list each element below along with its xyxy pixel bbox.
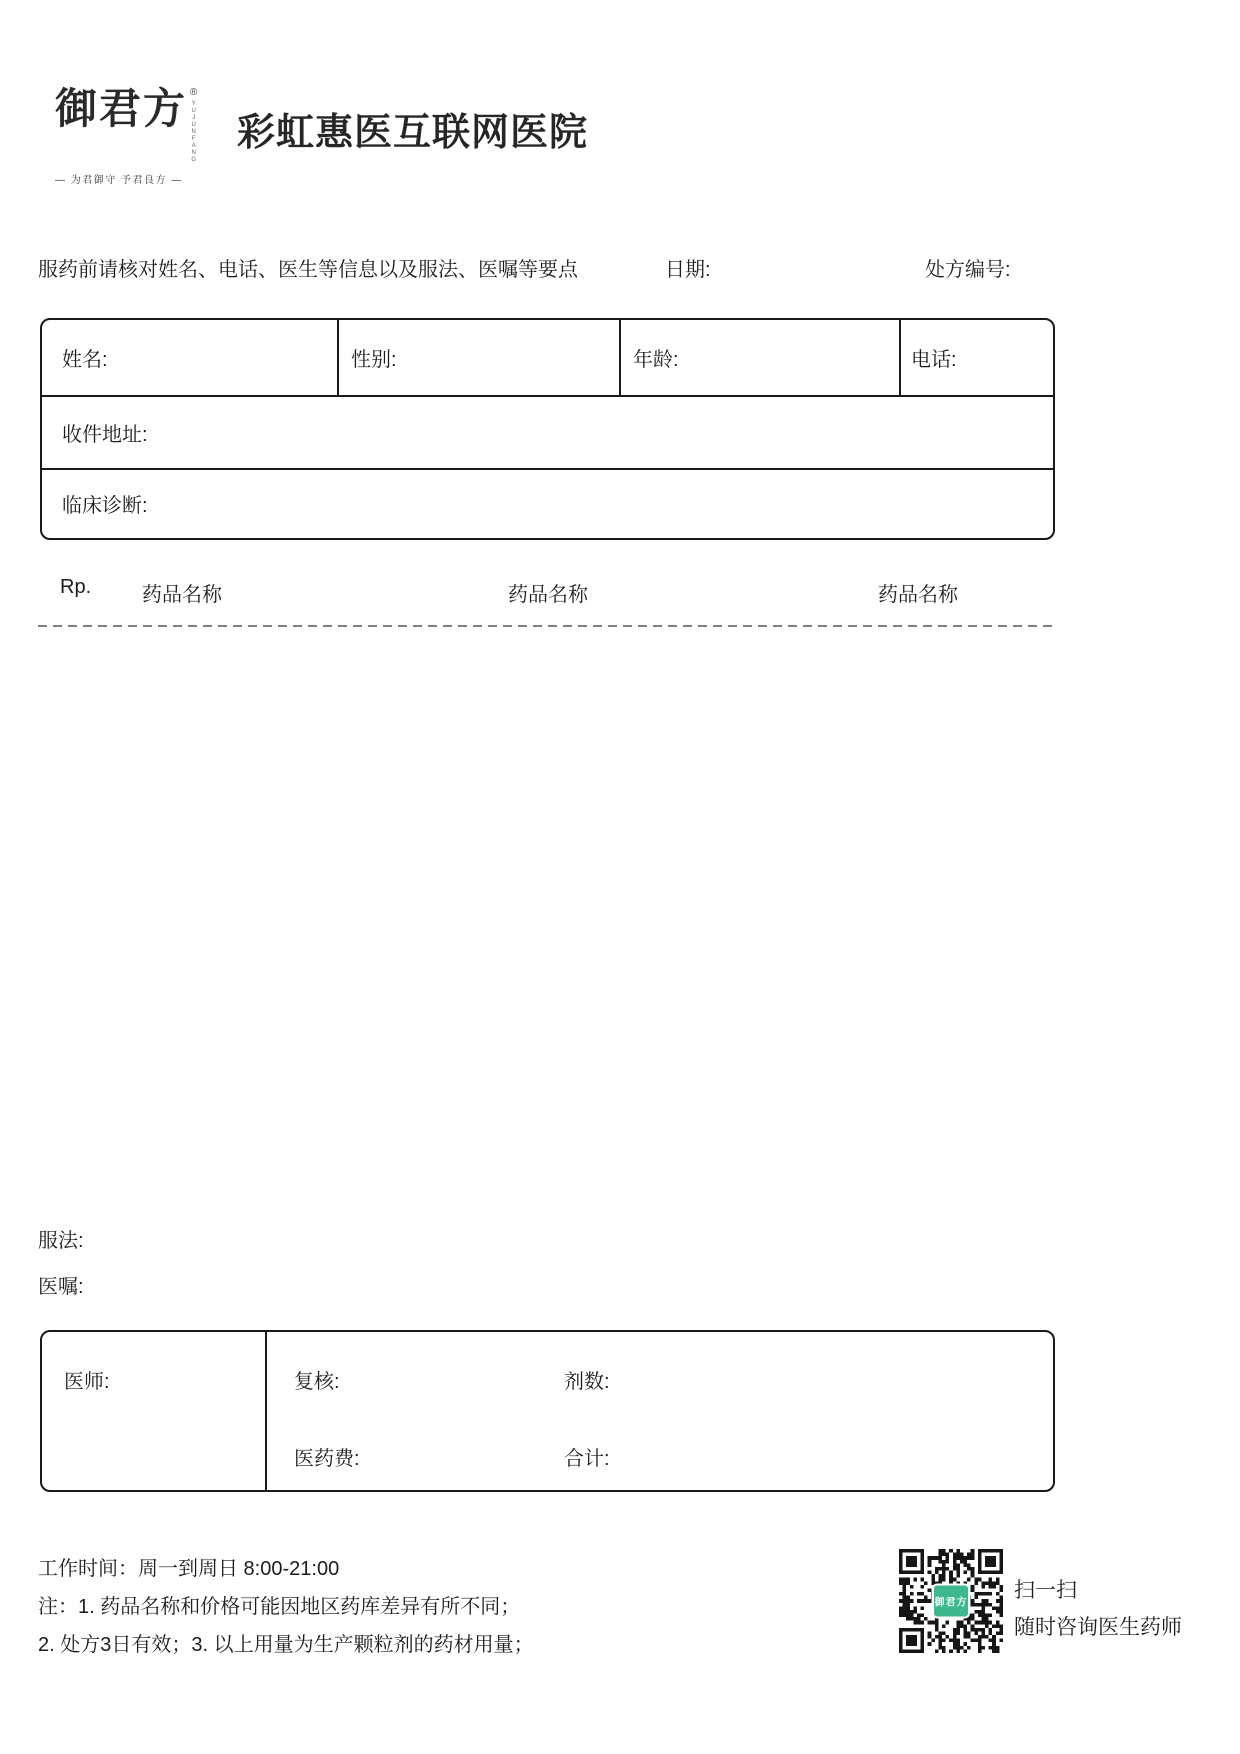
dashed-separator [38,625,1058,627]
brand-logo-text: 御君方 [55,84,188,133]
rp-label: Rp. [60,576,92,598]
fee-label: 医药费: [294,1448,360,1470]
patient-info-box [40,318,1055,540]
qr-center-logo: 御君方 [932,1584,970,1619]
note-line-2: 2. 处方3日有效；3. 以上用量为生产颗粒剂的药材用量； [38,1634,534,1656]
usage-label: 服法: [38,1230,84,1252]
drug-name-column-header: 药品名称 [142,584,222,606]
brand-tagline: — 为君御守 予君良方 — [55,175,183,186]
address-label: 收件地址: [42,397,1053,470]
brand-logo [55,86,197,186]
signature-box [40,1330,1055,1492]
total-label: 合计: [564,1448,610,1470]
patient-row-basic [42,320,1053,397]
qr-code [899,1549,1003,1653]
working-hours: 工作时间：周一到周日 8:00-21:00 [38,1558,340,1580]
physician-label: 医师: [42,1332,267,1490]
advice-label: 医嘱: [38,1276,84,1298]
scan-subtitle: 随时咨询医生药师 [1014,1616,1182,1639]
hospital-name: 彩虹惠医互联网医院 [237,112,589,154]
brand-logo-vertical-text: YUJUNFANG [190,101,197,164]
signature-box-right [267,1332,1053,1490]
name-label: 姓名: [62,349,108,371]
drug-name-column-header: 药品名称 [508,584,588,606]
prescription-number-label: 处方编号: [925,259,1011,281]
review-label: 复核: [294,1371,340,1393]
phone-label: 电话: [899,320,1053,395]
drug-name-column-header: 药品名称 [878,584,958,606]
registered-trademark-icon: ® [190,87,198,98]
dose-count-label: 剂数: [564,1371,610,1393]
scan-title: 扫一扫 [1014,1579,1077,1602]
date-label: 日期: [665,259,711,281]
gender-label: 性别: [337,320,619,395]
diagnosis-label: 临床诊断: [62,494,148,517]
verification-notice: 服药前请核对姓名、电话、医生等信息以及服法、医嘱等要点 [38,259,578,281]
age-label: 年龄: [619,320,899,395]
note-line-1: 注：1. 药品名称和价格可能因地区药库差异有所不同； [38,1596,521,1618]
